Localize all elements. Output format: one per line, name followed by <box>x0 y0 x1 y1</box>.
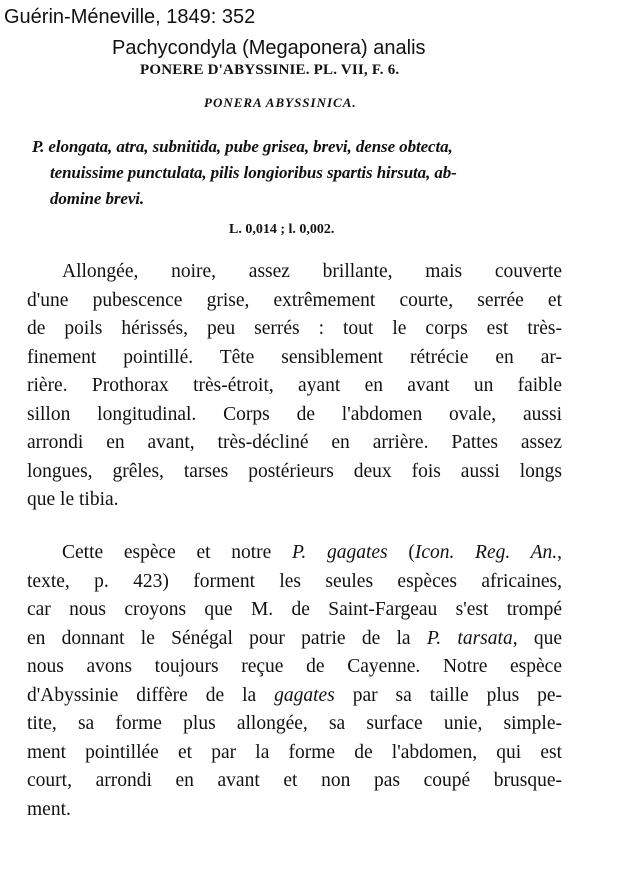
paragraph-line <box>62 539 562 568</box>
paragraph-line: ment. <box>27 798 71 820</box>
work-ref: Icon. Reg. An. <box>414 542 558 563</box>
measurements: L. 0,014 ; l. 0,002. <box>229 222 335 237</box>
text-run: Cette espèce et notre <box>62 542 293 563</box>
paragraph-line: de poils hérissés, peu serrés : tout le corps est très- <box>27 318 562 339</box>
paragraph-line: que le tibia. <box>27 489 119 510</box>
paragraph-line <box>27 682 562 711</box>
paragraph-line <box>27 625 562 654</box>
text-run: , <box>557 542 563 563</box>
text-run: par sa taille plus pe- <box>334 684 562 706</box>
paragraph-line: car nous croyons que M. de Saint-Fargeau s'est trompé <box>27 599 562 620</box>
latin-line: P. elongata, atra, subnitida, pube grisea, brevi, dense obtecta, <box>32 137 453 156</box>
text-run: , que <box>512 627 563 649</box>
paragraph-line: Allongée, noire, assez brillante, mais couverte <box>62 261 562 282</box>
taxon-annotation: Pachycondyla (Megaponera) analis <box>112 37 426 59</box>
latin-line: domine brevi. <box>50 189 145 208</box>
species-name: PONERA ABYSSINICA. <box>204 95 357 110</box>
paragraph-line: nous avons toujours reçue de Cayenne. Notre espèce <box>27 656 562 677</box>
text-run: en donnant le Sénégal pour patrie de la <box>27 627 427 649</box>
paragraph-line: tite, sa forme plus allongée, sa surface unie, simple- <box>27 713 562 734</box>
paragraph-line: finement pointillé. Tête sensiblement rétrécie en ar- <box>27 346 562 368</box>
paragraph-line: ment pointillée et par la forme de l'abdomen, qui est <box>27 741 562 763</box>
species-ref: P. gagates <box>292 542 388 563</box>
citation-annotation: Guérin-Méneville, 1849: 352 <box>4 6 256 28</box>
species-ref: gagates <box>274 684 335 706</box>
text-run: ( <box>387 542 415 563</box>
latin-description <box>32 134 592 212</box>
paragraph-line: longues, grêles, tarses postérieurs deux fois aussi longs <box>27 460 562 482</box>
paragraph-line: texte, p. 423) forment les seules espèces africaines, <box>27 570 562 592</box>
comparison-paragraph <box>27 539 563 824</box>
species-ref: P. tarsata <box>426 627 513 649</box>
paragraph-line: d'une pubescence grise, extrêmement courte, serrée et <box>27 289 562 311</box>
paragraph-line: arrondi en avant, très-décliné en arrière. Pattes assez <box>27 432 562 453</box>
paragraph-line: rière. Prothorax très-étroit, ayant en avant un faible <box>27 375 562 396</box>
plate-heading: PONERE D'ABYSSINIE. PL. VII, F. 6. <box>140 62 400 78</box>
paragraph-line: sillon longitudinal. Corps de l'abdomen ovale, aussi <box>27 403 562 425</box>
latin-line: tenuissime punctulata, pilis longioribus spartis hirsuta, ab- <box>50 163 457 182</box>
description-paragraph <box>27 258 562 515</box>
text-run: d'Abyssinie diffère de la <box>27 684 275 706</box>
paragraph-line: court, arrondi en avant et non pas coupé brusque- <box>27 770 562 791</box>
